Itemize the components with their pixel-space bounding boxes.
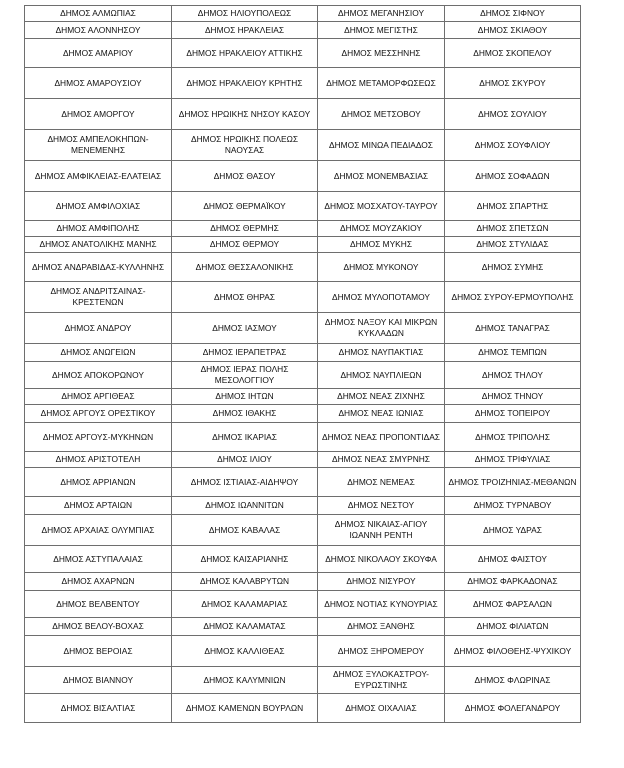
- table-cell: [172, 6, 318, 22]
- municipality-name: ΔΗΜΟΣ ΑΡΡΙΑΝΩΝ: [60, 476, 136, 487]
- municipality-name: ΔΗΜΟΣ ΙΩΑΝΝΙΤΩΝ: [205, 500, 284, 511]
- municipality-name: ΔΗΜΟΣ ΘΗΡΑΣ: [214, 291, 275, 302]
- table-row: [25, 618, 581, 636]
- municipality-name: ΔΗΜΟΣ ΘΕΣΣΑΛΟΝΙΚΗΣ: [195, 261, 294, 272]
- table-cell: [172, 253, 318, 282]
- municipality-name: ΔΗΜΟΣ ΤΗΛΟΥ: [482, 369, 543, 380]
- table-cell: [445, 362, 581, 389]
- table-cell: [172, 68, 318, 99]
- municipality-name: ΔΗΜΟΣ ΙΕΡΑΣ ΠΟΛΗΣ ΜΕΣΟΛΟΓΓΙΟΥ: [200, 364, 289, 385]
- table-cell: [172, 667, 318, 694]
- table-cell: [318, 6, 445, 22]
- municipality-name: ΔΗΜΟΣ ΜΟΥΖΑΚΙΟΥ: [340, 223, 422, 234]
- table-cell: [318, 452, 445, 468]
- table-cell: [25, 636, 172, 667]
- table-cell: [172, 161, 318, 192]
- table-cell: [25, 282, 172, 313]
- municipality-name: ΔΗΜΟΣ ΝΑΞΟΥ ΚΑΙ ΜΙΚΡΩΝ ΚΥΚΛΑΔΩΝ: [324, 317, 438, 338]
- table-row: [25, 313, 581, 344]
- table-cell: [318, 591, 445, 618]
- municipality-name: ΔΗΜΟΣ ΤΟΠΕΙΡΟΥ: [474, 408, 551, 419]
- municipality-name: ΔΗΜΟΣ ΞΗΡΟΜΕΡΟΥ: [337, 645, 425, 656]
- table-row: [25, 497, 581, 515]
- table-row: [25, 362, 581, 389]
- municipality-name: ΔΗΜΟΣ ΒΙΑΝΝΟΥ: [62, 674, 134, 685]
- table-cell: [445, 618, 581, 636]
- table-row: [25, 39, 581, 68]
- table-cell: [25, 6, 172, 22]
- table-row: [25, 468, 581, 497]
- municipality-name: ΔΗΜΟΣ ΗΡΑΚΛΕΙΑΣ: [204, 24, 285, 35]
- table-row: [25, 282, 581, 313]
- table-cell: [318, 573, 445, 591]
- table-cell: [172, 344, 318, 362]
- table-cell: [25, 546, 172, 573]
- municipality-name: ΔΗΜΟΣ ΣΠΑΡΤΗΣ: [476, 200, 549, 211]
- municipality-name: ΔΗΜΟΣ ΦΛΩΡΙΝΑΣ: [474, 674, 551, 685]
- table-row: [25, 22, 581, 39]
- table-body: [25, 6, 581, 723]
- municipality-name: ΔΗΜΟΣ ΣΙΦΝΟΥ: [480, 8, 545, 19]
- municipality-name: ΔΗΜΟΣ ΗΡΑΚΛΕΙΟΥ ΑΤΤΙΚΗΣ: [186, 47, 303, 58]
- table-cell: [445, 221, 581, 237]
- municipality-name: ΔΗΜΟΣ ΑΡΓΟΥΣ-ΜΥΚΗΝΩΝ: [42, 431, 154, 442]
- municipality-name: ΔΗΜΟΣ ΦΑΙΣΤΟΥ: [478, 553, 547, 564]
- municipality-name: ΔΗΜΟΣ ΣΥΡΟΥ-ΕΡΜΟΥΠΟΛΗΣ: [451, 291, 574, 302]
- municipality-name: ΔΗΜΟΣ ΣΟΥΦΛΙΟΥ: [474, 139, 551, 150]
- table-row: [25, 405, 581, 423]
- table-row: [25, 344, 581, 362]
- municipality-name: ΔΗΜΟΣ ΣΤΥΛΙΔΑΣ: [476, 239, 549, 250]
- municipality-name: ΔΗΜΟΣ ΤΗΝΟΥ: [481, 391, 544, 402]
- table-cell: [445, 573, 581, 591]
- table-row: [25, 389, 581, 405]
- table-cell: [445, 130, 581, 161]
- table-cell: [25, 313, 172, 344]
- table-cell: [172, 497, 318, 515]
- table-cell: [25, 515, 172, 546]
- municipality-name: ΔΗΜΟΣ ΑΜΑΡΟΥΣΙΟΥ: [54, 77, 142, 88]
- table-cell: [445, 591, 581, 618]
- table-row: [25, 573, 581, 591]
- municipality-name: ΔΗΜΟΣ ΚΑΛΛΙΘΕΑΣ: [204, 645, 285, 656]
- municipality-name: ΔΗΜΟΣ ΦΙΛΙΑΤΩΝ: [476, 621, 549, 632]
- municipality-name: ΔΗΜΟΣ ΑΝΔΡΟΥ: [64, 322, 132, 333]
- table-cell: [318, 313, 445, 344]
- table-cell: [172, 237, 318, 253]
- table-cell: [445, 22, 581, 39]
- municipality-name: ΔΗΜΟΣ ΜΥΚΗΣ: [349, 239, 412, 250]
- table-cell: [445, 192, 581, 221]
- table-cell: [25, 253, 172, 282]
- municipality-name: ΔΗΜΟΣ ΒΕΛΒΕΝΤΟΥ: [56, 598, 140, 609]
- table-cell: [172, 591, 318, 618]
- table-cell: [318, 39, 445, 68]
- municipality-name: ΔΗΜΟΣ ΣΠΕΤΣΩΝ: [476, 223, 549, 234]
- municipality-name: ΔΗΜΟΣ ΑΝΔΡΑΒΙΔΑΣ-ΚΥΛΛΗΝΗΣ: [31, 261, 165, 272]
- table-cell: [25, 221, 172, 237]
- table-cell: [172, 405, 318, 423]
- table-row: [25, 6, 581, 22]
- municipality-name: ΔΗΜΟΣ ΙΑΣΜΟΥ: [212, 322, 277, 333]
- municipality-name: ΔΗΜΟΣ ΘΕΡΜΑΪΚΟΥ: [203, 200, 286, 211]
- table-cell: [25, 362, 172, 389]
- municipality-name: ΔΗΜΟΣ ΜΟΝΕΜΒΑΣΙΑΣ: [333, 170, 429, 181]
- table-cell: [172, 282, 318, 313]
- table-cell: [445, 282, 581, 313]
- municipality-name: ΔΗΜΟΣ ΣΚΥΡΟΥ: [479, 77, 546, 88]
- municipality-name: ΔΗΜΟΣ ΙΘΑΚΗΣ: [212, 408, 277, 419]
- municipality-name: ΔΗΜΟΣ ΑΜΟΡΓΟΥ: [61, 108, 135, 119]
- table-cell: [25, 573, 172, 591]
- table-cell: [172, 313, 318, 344]
- municipality-name: ΔΗΜΟΣ ΝΑΥΠΛΙΕΩΝ: [340, 369, 422, 380]
- table-cell: [318, 618, 445, 636]
- table-row: [25, 192, 581, 221]
- table-cell: [25, 497, 172, 515]
- table-cell: [25, 694, 172, 723]
- municipality-name: ΔΗΜΟΣ ΝΕΑΣ ΣΜΥΡΝΗΣ: [332, 454, 430, 465]
- municipality-name: ΔΗΜΟΣ ΚΑΛΑΜΑΤΑΣ: [203, 621, 286, 632]
- municipality-name: ΔΗΜΟΣ ΑΜΦΙΠΟΛΗΣ: [56, 223, 140, 234]
- table-cell: [445, 237, 581, 253]
- table-row: [25, 68, 581, 99]
- table-row: [25, 546, 581, 573]
- table-cell: [445, 667, 581, 694]
- municipality-name: ΔΗΜΟΣ ΑΡΧΑΙΑΣ ΟΛΥΜΠΙΑΣ: [41, 524, 155, 535]
- table-cell: [445, 161, 581, 192]
- table-cell: [172, 452, 318, 468]
- table-cell: [172, 546, 318, 573]
- municipality-name: ΔΗΜΟΣ ΤΑΝΑΓΡΑΣ: [475, 322, 550, 333]
- municipality-name: ΔΗΜΟΣ ΑΡΓΟΥΣ ΟΡΕΣΤΙΚΟΥ: [40, 408, 156, 419]
- table-cell: [318, 68, 445, 99]
- municipality-name: ΔΗΜΟΣ ΙΚΑΡΙΑΣ: [212, 431, 277, 442]
- municipality-name: ΔΗΜΟΣ ΞΑΝΘΗΣ: [347, 621, 415, 632]
- table-cell: [318, 192, 445, 221]
- table-cell: [445, 39, 581, 68]
- municipality-name: ΔΗΜΟΣ ΗΛΙΟΥΠΟΛΕΩΣ: [197, 8, 292, 19]
- table-cell: [318, 636, 445, 667]
- municipality-name: ΔΗΜΟΣ ΤΡΙΠΟΛΗΣ: [475, 431, 550, 442]
- municipality-name: ΔΗΜΟΣ ΜΥΛΟΠΟΤΑΜΟΥ: [332, 291, 430, 302]
- municipality-name: ΔΗΜΟΣ ΚΑΒΑΛΑΣ: [208, 524, 281, 535]
- table-cell: [25, 452, 172, 468]
- table-cell: [172, 515, 318, 546]
- table-cell: [318, 405, 445, 423]
- municipality-name: ΔΗΜΟΣ ΣΟΥΛΙΟΥ: [478, 108, 547, 119]
- municipality-name: ΔΗΜΟΣ ΚΑΛΥΜΝΙΩΝ: [203, 674, 286, 685]
- municipality-name: ΔΗΜΟΣ ΙΛΙΟΥ: [217, 454, 272, 465]
- table-row: [25, 221, 581, 237]
- municipality-name: ΔΗΜΟΣ ΑΠΟΚΟΡΩΝΟΥ: [52, 369, 144, 380]
- municipality-name: ΔΗΜΟΣ ΜΕΓΑΝΗΣΙΟΥ: [337, 8, 425, 19]
- table-cell: [172, 389, 318, 405]
- table-cell: [318, 515, 445, 546]
- table-cell: [318, 362, 445, 389]
- table-cell: [25, 618, 172, 636]
- municipality-name: ΔΗΜΟΣ ΜΕΤΣΟΒΟΥ: [341, 108, 421, 119]
- municipality-name: ΔΗΜΟΣ ΗΡΑΚΛΕΙΟΥ ΚΡΗΤΗΣ: [186, 77, 303, 88]
- municipality-name: ΔΗΜΟΣ ΦΙΛΟΘΕΗΣ-ΨΥΧΙΚΟΥ: [453, 645, 572, 656]
- table-cell: [445, 636, 581, 667]
- municipality-name: ΔΗΜΟΣ ΦΑΡΚΑΔΟΝΑΣ: [467, 576, 558, 587]
- table-row: [25, 636, 581, 667]
- table-cell: [172, 39, 318, 68]
- municipality-name: ΔΗΜΟΣ ΑΝΩΓΕΙΩΝ: [60, 347, 136, 358]
- municipality-name: ΔΗΜΟΣ ΟΙΧΑΛΙΑΣ: [345, 702, 417, 713]
- table-cell: [445, 389, 581, 405]
- table-cell: [318, 344, 445, 362]
- table-row: [25, 423, 581, 452]
- municipality-name: ΔΗΜΟΣ ΞΥΛΟΚΑΣΤΡΟΥ-ΕΥΡΩΣΤΙΝΗΣ: [333, 669, 429, 690]
- municipality-name: ΔΗΜΟΣ ΝΙΚΟΛΑΟΥ ΣΚΟΥΦΑ: [325, 553, 437, 564]
- municipality-name: ΔΗΜΟΣ ΑΜΑΡΙΟΥ: [62, 47, 134, 58]
- municipality-name: ΔΗΜΟΣ ΑΡΙΣΤΟΤΕΛΗ: [55, 454, 141, 465]
- table-cell: [445, 468, 581, 497]
- municipality-name: ΔΗΜΟΣ ΝΕΑΣ ΙΩΝΙΑΣ: [338, 408, 424, 419]
- municipality-name: ΔΗΜΟΣ ΣΚΟΠΕΛΟΥ: [473, 47, 552, 58]
- table-cell: [25, 667, 172, 694]
- table-row: [25, 253, 581, 282]
- table-cell: [25, 161, 172, 192]
- municipality-name: ΔΗΜΟΣ ΑΡΤΑΙΩΝ: [63, 500, 133, 511]
- municipality-name: ΔΗΜΟΣ ΑΛΟΝΝΗΣΟΥ: [55, 24, 141, 35]
- municipality-name: ΔΗΜΟΣ ΜΕΤΑΜΟΡΦΩΣΕΩΣ: [326, 77, 436, 88]
- municipality-name: ΔΗΜΟΣ ΝΙΣΥΡΟΥ: [346, 576, 416, 587]
- table-cell: [318, 130, 445, 161]
- table-cell: [25, 423, 172, 452]
- table-cell: [445, 313, 581, 344]
- table-cell: [318, 694, 445, 723]
- table-row: [25, 130, 581, 161]
- municipality-name: ΔΗΜΟΣ ΗΡΩΙΚΗΣ ΝΗΣΟΥ ΚΑΣΟΥ: [178, 108, 311, 119]
- municipality-name: ΔΗΜΟΣ ΑΡΓΙΘΕΑΣ: [61, 391, 135, 402]
- table-cell: [172, 362, 318, 389]
- municipality-name: ΔΗΜΟΣ ΘΕΡΜΗΣ: [210, 223, 279, 234]
- municipality-name: ΔΗΜΟΣ ΤΡΟΙΖΗΝΙΑΣ-ΜΕΘΑΝΩΝ: [448, 476, 577, 487]
- municipality-name: ΔΗΜΟΣ ΣΟΦΑΔΩΝ: [475, 170, 550, 181]
- table-cell: [172, 618, 318, 636]
- table-cell: [25, 22, 172, 39]
- table-cell: [445, 423, 581, 452]
- table-cell: [172, 468, 318, 497]
- table-cell: [172, 423, 318, 452]
- table-cell: [445, 253, 581, 282]
- table-cell: [172, 694, 318, 723]
- table-cell: [318, 389, 445, 405]
- municipality-name: ΔΗΜΟΣ ΜΕΣΣΗΝΗΣ: [341, 47, 421, 58]
- municipality-name: ΔΗΜΟΣ ΝΟΤΙΑΣ ΚΥΝΟΥΡΙΑΣ: [324, 598, 438, 609]
- municipality-name: ΔΗΜΟΣ ΦΑΡΣΑΛΩΝ: [473, 598, 552, 609]
- table-cell: [25, 99, 172, 130]
- municipality-name: ΔΗΜΟΣ ΝΕΣΤΟΥ: [347, 500, 415, 511]
- table-cell: [445, 405, 581, 423]
- municipality-name: ΔΗΜΟΣ ΙΕΡΑΠΕΤΡΑΣ: [202, 347, 287, 358]
- municipality-name: ΔΗΜΟΣ ΥΔΡΑΣ: [483, 524, 542, 535]
- municipality-name: ΔΗΜΟΣ ΒΕΛΟΥ-ΒΟΧΑΣ: [52, 621, 144, 632]
- municipality-name: ΔΗΜΟΣ ΤΕΜΠΩΝ: [478, 347, 547, 358]
- municipality-name: ΔΗΜΟΣ ΙΣΤΙΑΙΑΣ-ΑΙΔΗΨΟΥ: [190, 476, 299, 487]
- municipality-name: ΔΗΜΟΣ ΑΣΤΥΠΑΛΑΙΑΣ: [53, 553, 143, 564]
- table-cell: [445, 546, 581, 573]
- table-cell: [445, 68, 581, 99]
- table-cell: [25, 468, 172, 497]
- table-row: [25, 99, 581, 130]
- municipality-name: ΔΗΜΟΣ ΚΑΙΣΑΡΙΑΝΗΣ: [200, 553, 289, 564]
- table-cell: [25, 192, 172, 221]
- municipality-name: ΔΗΜΟΣ ΝΙΚΑΙΑΣ-ΑΓΙΟΥ ΙΩΑΝΝΗ ΡΕΝΤΗ: [334, 519, 428, 540]
- municipality-name: ΔΗΜΟΣ ΙΗΤΩΝ: [215, 391, 274, 402]
- municipality-name: ΔΗΜΟΣ ΑΜΠΕΛΟΚΗΠΩΝ-ΜΕΝΕΜΕΝΗΣ: [47, 134, 149, 155]
- table-cell: [172, 573, 318, 591]
- table-cell: [445, 694, 581, 723]
- table-cell: [318, 667, 445, 694]
- municipality-name: ΔΗΜΟΣ ΚΑΜΕΝΩΝ ΒΟΥΡΛΩΝ: [185, 702, 304, 713]
- municipality-name: ΔΗΜΟΣ ΘΕΡΜΟΥ: [209, 239, 280, 250]
- table-cell: [172, 636, 318, 667]
- municipality-name: ΔΗΜΟΣ ΘΑΣΟΥ: [213, 170, 276, 181]
- table-cell: [318, 546, 445, 573]
- municipality-name: ΔΗΜΟΣ ΝΕΑΣ ΖΙΧΝΗΣ: [337, 391, 425, 402]
- table-cell: [25, 68, 172, 99]
- table-cell: [318, 253, 445, 282]
- table-row: [25, 667, 581, 694]
- municipality-name: ΔΗΜΟΣ ΦΟΛΕΓΑΝΔΡΟΥ: [464, 702, 561, 713]
- municipalities-table: [24, 5, 581, 723]
- table-cell: [172, 221, 318, 237]
- table-cell: [25, 389, 172, 405]
- municipality-name: ΔΗΜΟΣ ΑΝΔΡΙΤΣΑΙΝΑΣ-ΚΡΕΣΤΕΝΩΝ: [50, 286, 146, 307]
- municipality-name: ΔΗΜΟΣ ΣΚΙΑΘΟΥ: [477, 24, 548, 35]
- municipality-name: ΔΗΜΟΣ ΝΑΥΠΑΚΤΙΑΣ: [338, 347, 424, 358]
- table-cell: [25, 237, 172, 253]
- municipality-name: ΔΗΜΟΣ ΑΝΑΤΟΛΙΚΗΣ ΜΑΝΗΣ: [39, 239, 157, 250]
- table-row: [25, 237, 581, 253]
- table-cell: [172, 99, 318, 130]
- municipality-name: ΔΗΜΟΣ ΝΕΑΣ ΠΡΟΠΟΝΤΙΔΑΣ: [322, 431, 440, 442]
- table-cell: [445, 515, 581, 546]
- municipality-name: ΔΗΜΟΣ ΤΡΙΦΥΛΙΑΣ: [474, 454, 551, 465]
- table-cell: [25, 130, 172, 161]
- table-cell: [318, 22, 445, 39]
- municipality-name: ΔΗΜΟΣ ΚΑΛΑΜΑΡΙΑΣ: [201, 598, 288, 609]
- table-cell: [318, 99, 445, 130]
- table-cell: [318, 468, 445, 497]
- municipality-name: ΔΗΜΟΣ ΜΕΓΙΣΤΗΣ: [344, 24, 418, 35]
- table-cell: [25, 39, 172, 68]
- table-row: [25, 452, 581, 468]
- table-cell: [445, 497, 581, 515]
- table-cell: [318, 282, 445, 313]
- table-cell: [172, 192, 318, 221]
- table-cell: [445, 6, 581, 22]
- municipality-name: ΔΗΜΟΣ ΑΛΜΩΠΙΑΣ: [60, 8, 136, 19]
- table-cell: [25, 344, 172, 362]
- table-cell: [318, 221, 445, 237]
- table-row: [25, 515, 581, 546]
- table-cell: [445, 344, 581, 362]
- table-cell: [318, 497, 445, 515]
- municipality-name: ΔΗΜΟΣ ΑΜΦΙΛΟΧΙΑΣ: [55, 200, 141, 211]
- municipality-name: ΔΗΜΟΣ ΤΥΡΝΑΒΟΥ: [473, 500, 552, 511]
- table-row: [25, 591, 581, 618]
- table-row: [25, 161, 581, 192]
- municipality-name: ΔΗΜΟΣ ΚΑΛΑΒΡΥΤΩΝ: [199, 576, 290, 587]
- table-cell: [445, 452, 581, 468]
- municipality-name: ΔΗΜΟΣ ΜΥΚΟΝΟΥ: [343, 261, 419, 272]
- municipality-name: ΔΗΜΟΣ ΗΡΩΙΚΗΣ ΠΟΛΕΩΣ ΝΑΟΥΣΑΣ: [190, 134, 299, 155]
- municipality-name: ΔΗΜΟΣ ΝΕΜΕΑΣ: [347, 476, 415, 487]
- table-row: [25, 694, 581, 723]
- table-cell: [172, 22, 318, 39]
- municipality-name: ΔΗΜΟΣ ΣΥΜΗΣ: [481, 261, 544, 272]
- table-cell: [25, 405, 172, 423]
- table-cell: [172, 130, 318, 161]
- table-cell: [318, 161, 445, 192]
- table-cell: [25, 591, 172, 618]
- table-cell: [445, 99, 581, 130]
- municipality-name: ΔΗΜΟΣ ΑΧΑΡΝΩΝ: [61, 576, 135, 587]
- municipality-name: ΔΗΜΟΣ ΒΕΡΟΙΑΣ: [63, 645, 133, 656]
- table-cell: [318, 423, 445, 452]
- table-cell: [318, 237, 445, 253]
- municipality-name: ΔΗΜΟΣ ΜΟΣΧΑΤΟΥ-ΤΑΥΡΟΥ: [324, 200, 438, 211]
- municipality-name: ΔΗΜΟΣ ΒΙΣΑΛΤΙΑΣ: [60, 702, 136, 713]
- municipality-name: ΔΗΜΟΣ ΜΙΝΩΑ ΠΕΔΙΑΔΟΣ: [329, 139, 433, 150]
- municipality-name: ΔΗΜΟΣ ΑΜΦΙΚΛΕΙΑΣ-ΕΛΑΤΕΙΑΣ: [34, 170, 162, 181]
